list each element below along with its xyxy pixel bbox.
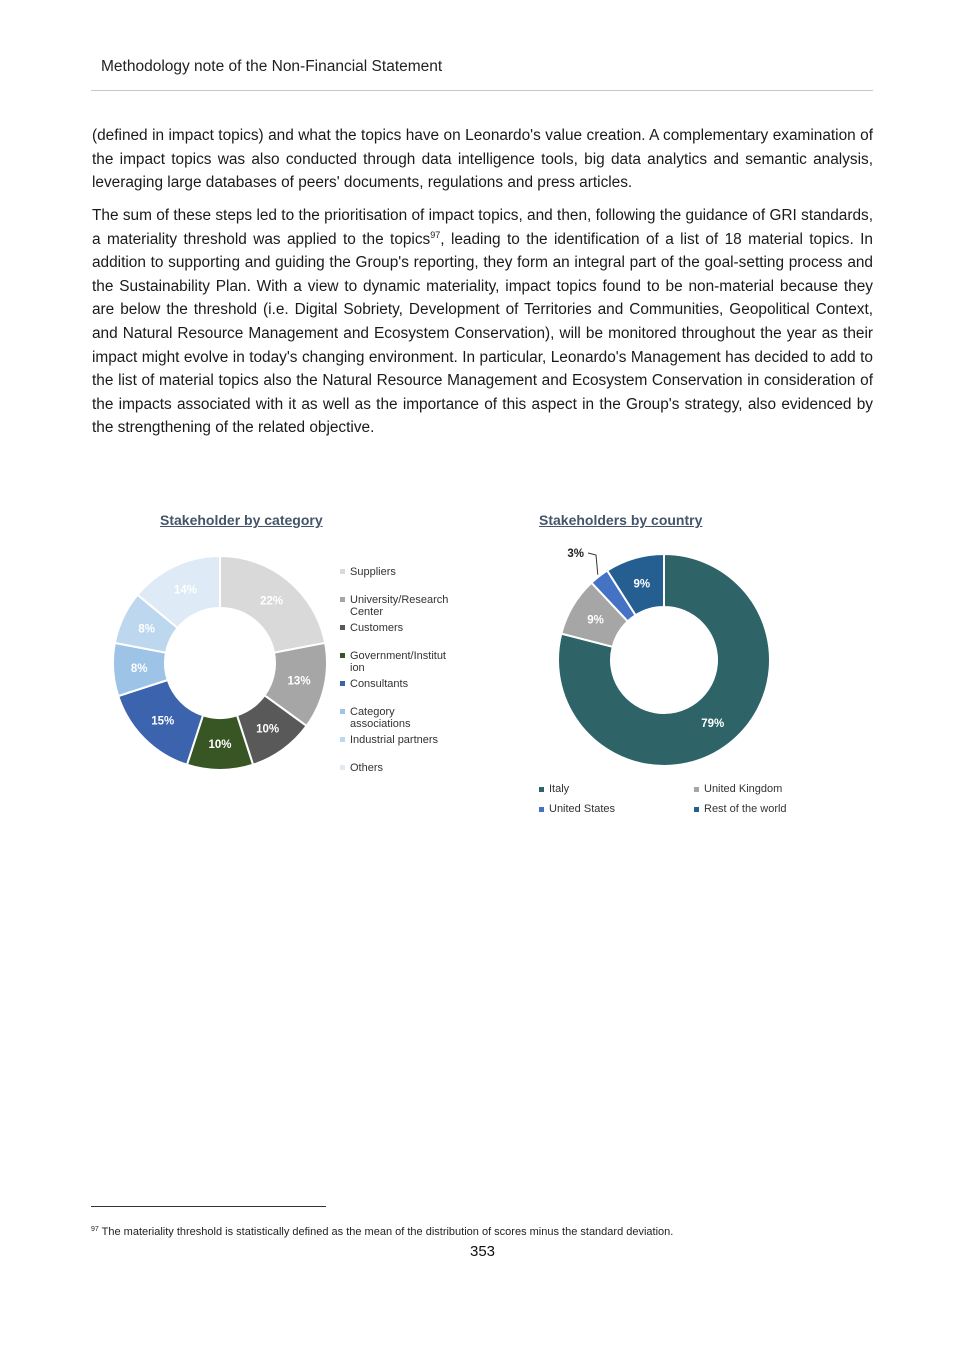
legend-label: Others (350, 762, 384, 774)
donut-chart-category (100, 543, 340, 783)
legend-swatch (340, 569, 345, 574)
data-label-consultants: 15% (151, 715, 175, 728)
legend-swatch (694, 807, 699, 812)
legend-label: Italy (549, 783, 570, 795)
legend-label: Suppliers (350, 566, 396, 578)
legend-swatch (340, 681, 345, 686)
data-label-customers: 10% (256, 723, 280, 736)
data-label-italy: 79% (701, 717, 725, 730)
data-label-industrial-partners: 8% (138, 623, 156, 636)
legend-swatch (340, 625, 345, 630)
legend-country (539, 783, 859, 823)
legend-label: United States (549, 803, 616, 815)
data-label-suppliers: 22% (260, 595, 284, 608)
footnote (91, 1226, 673, 1238)
donut-chart-country (534, 540, 794, 780)
page-number: 353 (469, 1243, 496, 1260)
leader-line-united-states (588, 553, 598, 575)
footnote-text: The materiality threshold is statistically defined as the mean of the distribution of scores minus the standard deviation. (98, 1226, 674, 1238)
legend-swatch (340, 653, 345, 658)
legend-label: Industrial partners (350, 734, 439, 746)
legend-label: Category associations (350, 706, 411, 730)
data-label-united-kingdom: 9% (587, 614, 604, 627)
data-label-university-research-center: 13% (287, 675, 311, 688)
legend-swatch (539, 807, 544, 812)
body-paragraph-2 (92, 204, 873, 440)
legend-label: University/Research Center (350, 594, 449, 618)
data-label-united-states: 3% (567, 548, 584, 560)
legend-label: United Kingdom (704, 783, 783, 795)
legend-swatch (340, 597, 345, 602)
legend-swatch (340, 737, 345, 742)
legend-swatch (340, 709, 345, 714)
data-label-government-institution: 10% (208, 739, 232, 751)
legend-label: Customers (350, 622, 404, 634)
chart-title-country: Stakeholders by country (539, 512, 703, 528)
legend-label: Consultants (350, 678, 409, 690)
legend-swatch (340, 765, 345, 770)
chart-title-category: Stakeholder by category (160, 512, 323, 528)
header-divider (91, 90, 873, 91)
body-paragraph-1: (defined in impact topics) and what the topics have on Leonardo's value creation. A complementary examination of the impact topics was also conducted through data intelligence tools, big data analytics and semantic analysis, leveraging large databases of peers' documents, regulations and press articles. (92, 127, 873, 192)
footnote-number: 97 (91, 1226, 99, 1233)
paragraph-2-text-end: , leading to the identification of a list of 18 material topics. In addition to supporting and guiding the Group's reporting, they form an integral part of the goal-setting process and the Sustainability Plan. With a view to dynamic materiality, impact topics found to be non-material because they are below the threshold (i.e. Digital Sobriety, Development of Territories and Communities, Geopolitical Context, and Natural Resource Management and Ecosystem Conservation), will be monitored throughout the year as their impact might evolve in today's changing environment. In particular, Leonardo's Management has decided to add to the list of material topics also the Natural Resource Management and Ecosystem Conservation in consideration of the impacts associated with it as well as the importance of this aspect in the Group's strategy, also evidenced by the strengthening of the related objective. (92, 230, 873, 437)
data-label-category-associations: 8% (130, 663, 148, 676)
footnote-divider (91, 1206, 326, 1207)
legend-swatch (694, 787, 699, 792)
legend-swatch (539, 787, 544, 792)
data-label-others: 14% (173, 584, 198, 597)
page-header-title: Methodology note of the Non-Financial Statement (101, 58, 443, 75)
legend-label: Government/Institut ion (350, 650, 446, 674)
data-label-rest-of-the-world: 9% (633, 578, 651, 591)
paragraph-2-text-start: The sum of these steps led to the prioritisation of impact topics, and then, following the guidance of GRI standards, a materiality threshold was applied to the topics (92, 207, 873, 248)
legend-label: Rest of the world (704, 803, 787, 815)
footnote-reference: 97 (430, 229, 441, 240)
